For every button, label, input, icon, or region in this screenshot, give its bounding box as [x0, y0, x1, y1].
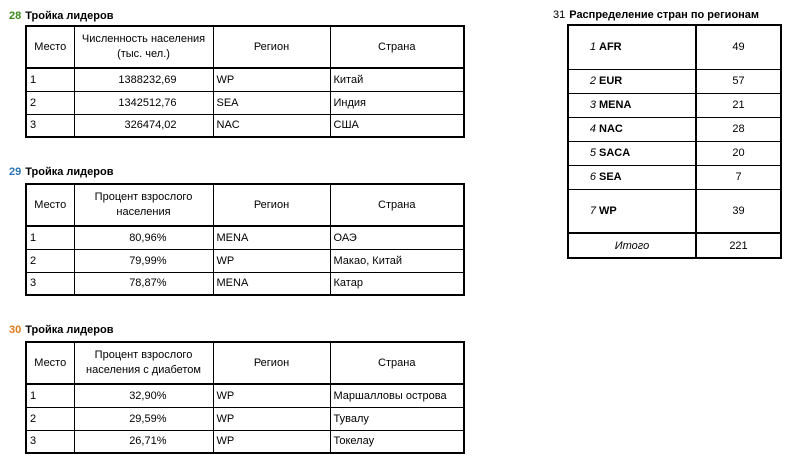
total-value: 221 — [696, 233, 781, 258]
cell-value: 79,99% — [74, 249, 213, 272]
cell-index: 3 — [568, 93, 598, 117]
block-title-text-28: Тройка лидеров — [25, 10, 114, 22]
cell-count: 49 — [696, 25, 781, 69]
cell-place: 3 — [26, 430, 74, 453]
cell-value: 29,59% — [74, 407, 213, 430]
total-row — [568, 233, 781, 258]
block-title-29 — [9, 166, 113, 178]
table-row — [26, 68, 464, 91]
header-place: Место — [26, 26, 74, 68]
leaders-table-population — [25, 25, 465, 138]
header-value: Численность населения (тыс. чел.) — [74, 26, 213, 68]
cell-count: 20 — [696, 141, 781, 165]
cell-place: 2 — [26, 249, 74, 272]
block-title-31 — [553, 9, 759, 21]
table-row — [26, 407, 464, 430]
region-distribution-table — [567, 24, 782, 259]
cell-country: Макао, Китай — [330, 249, 464, 272]
block-title-28 — [9, 10, 113, 22]
table-row — [26, 272, 464, 295]
block-number-31: 31 — [553, 9, 566, 21]
block-number-28: 28 — [9, 10, 22, 22]
leaders-table-diabetes-percent — [25, 341, 465, 454]
header-value: Процент взрослого населения — [74, 184, 213, 226]
cell-country: Китай — [330, 68, 464, 91]
header-country: Страна — [330, 342, 464, 384]
header-region: Регион — [213, 342, 330, 384]
cell-region: WP — [213, 407, 330, 430]
table-row — [568, 141, 781, 165]
cell-place: 2 — [26, 91, 74, 114]
cell-region: SEA — [213, 91, 330, 114]
cell-region: SACA — [598, 141, 696, 165]
cell-index: 1 — [568, 25, 598, 69]
cell-country: Токелау — [330, 430, 464, 453]
cell-value: 1342512,76 — [74, 91, 213, 114]
cell-index: 6 — [568, 165, 598, 189]
table-row — [568, 189, 781, 233]
header-place: Место — [26, 342, 74, 384]
cell-value: 26,71% — [74, 430, 213, 453]
cell-count: 39 — [696, 189, 781, 233]
cell-index: 5 — [568, 141, 598, 165]
cell-region: NAC — [598, 117, 696, 141]
cell-country: Тувалу — [330, 407, 464, 430]
cell-region: WP — [213, 68, 330, 91]
table-row — [568, 165, 781, 189]
block-title-text-30: Тройка лидеров — [25, 324, 114, 336]
cell-region: WP — [213, 249, 330, 272]
cell-region: MENA — [213, 272, 330, 295]
block-number-29: 29 — [9, 166, 22, 178]
header-country: Страна — [330, 26, 464, 68]
block-title-text-29: Тройка лидеров — [25, 166, 114, 178]
cell-place: 1 — [26, 68, 74, 91]
cell-count: 57 — [696, 69, 781, 93]
table-row — [26, 249, 464, 272]
table-row — [568, 117, 781, 141]
table-row — [26, 114, 464, 137]
cell-index: 2 — [568, 69, 598, 93]
cell-count: 28 — [696, 117, 781, 141]
table-row — [568, 25, 781, 69]
cell-region: AFR — [598, 25, 696, 69]
cell-place: 3 — [26, 114, 74, 137]
cell-index: 7 — [568, 189, 598, 233]
block-title-30 — [9, 324, 113, 336]
cell-index: 4 — [568, 117, 598, 141]
cell-value: 78,87% — [74, 272, 213, 295]
cell-place: 1 — [26, 384, 74, 407]
cell-value: 1388232,69 — [74, 68, 213, 91]
cell-region: MENA — [213, 226, 330, 249]
cell-country: Индия — [330, 91, 464, 114]
table-row — [26, 91, 464, 114]
cell-count: 7 — [696, 165, 781, 189]
header-place: Место — [26, 184, 74, 226]
header-country: Страна — [330, 184, 464, 226]
cell-region: MENA — [598, 93, 696, 117]
cell-place: 1 — [26, 226, 74, 249]
block-number-30: 30 — [9, 324, 22, 336]
cell-value: 326474,02 — [74, 114, 213, 137]
cell-region: WP — [598, 189, 696, 233]
cell-country: США — [330, 114, 464, 137]
cell-region: SEA — [598, 165, 696, 189]
cell-region: EUR — [598, 69, 696, 93]
cell-region: NAC — [213, 114, 330, 137]
cell-country: Катар — [330, 272, 464, 295]
cell-value: 80,96% — [74, 226, 213, 249]
cell-country: Маршалловы острова — [330, 384, 464, 407]
cell-region: WP — [213, 430, 330, 453]
header-region: Регион — [213, 184, 330, 226]
cell-value: 32,90% — [74, 384, 213, 407]
table-row — [568, 93, 781, 117]
block-title-text-31: Распределение стран по регионам — [569, 9, 760, 21]
leaders-table-adult-percent — [25, 183, 465, 296]
header-value: Процент взрослого населения с диабетом — [74, 342, 213, 384]
cell-place: 3 — [26, 272, 74, 295]
total-label: Итого — [568, 233, 696, 258]
table-row — [26, 226, 464, 249]
cell-region: WP — [213, 384, 330, 407]
table-row — [568, 69, 781, 93]
cell-count: 21 — [696, 93, 781, 117]
table-row — [26, 384, 464, 407]
cell-country: ОАЭ — [330, 226, 464, 249]
header-region: Регион — [213, 26, 330, 68]
table-row — [26, 430, 464, 453]
cell-place: 2 — [26, 407, 74, 430]
